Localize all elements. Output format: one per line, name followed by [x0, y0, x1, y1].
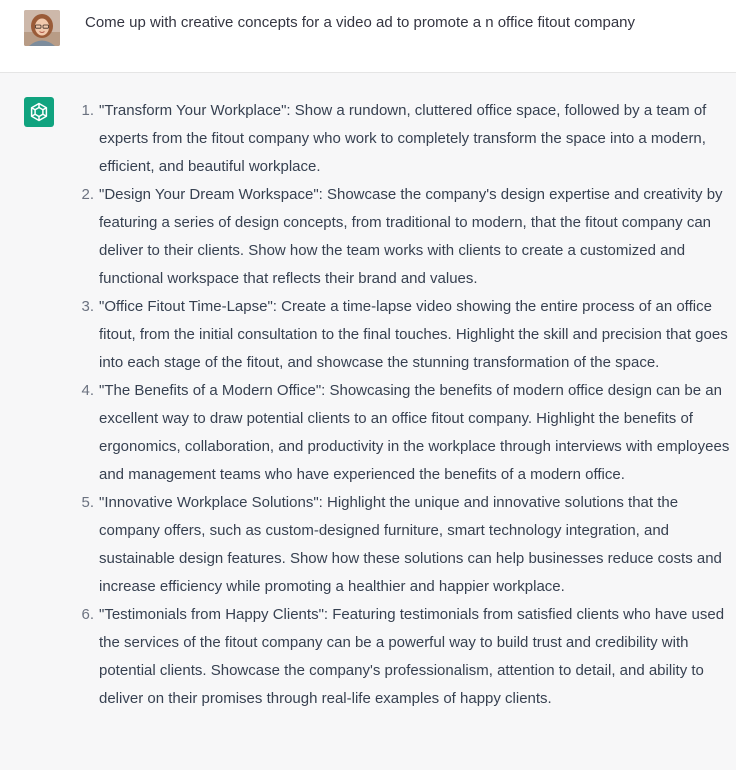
user-message-text: Come up with creative concepts for a video ad to promote a n office fitout company [85, 14, 636, 31]
list-item [81, 601, 731, 713]
list-item [81, 489, 731, 601]
list-item-text: "Transform Your Workplace": Show a rundown, cluttered office space, followed by a team of experts from the fitout company who work to completely transform the space into a modern, efficient, and beautiful workplace. [99, 102, 707, 175]
user-avatar [24, 10, 60, 46]
list-item-number: 5. [81, 494, 94, 511]
list-item-text: "Testimonials from Happy Clients": Featuring testimonials from satisfied clients who have used the services of the fitout company can be a powerful way to build trust and credibility with potential clients. Showcase the company's professionalism, attention to detail, and ability to deliver on their promises through real-life examples of happy clients. [99, 606, 725, 707]
list-item-number: 4. [81, 382, 94, 399]
list-item-text: "Office Fitout Time-Lapse": Create a time-lapse video showing the entire process of an office fitout, from the initial consultation to the final touches. Highlight the skill and precision that goes into each stage of the fitout, and showcase the stunning transformation of the space. [99, 298, 728, 371]
assistant-answer-list [81, 97, 731, 713]
list-item [81, 181, 731, 293]
list-item-text: "Innovative Workplace Solutions": Highlight the unique and innovative solutions that the company offers, such as custom-designed furniture, smart technology integration, and sustainable design features. Show how these solutions can help businesses reduce costs and increase efficiency while promoting a healthier and happier workplace. [99, 494, 722, 595]
list-item-text: "Design Your Dream Workspace": Showcase the company's design expertise and creativity by featuring a series of design concepts, from traditional to modern, that the fitout company can deliver to their clients. Show how the team works with clients to create a customized and functional workspace that reflects their brand and values. [99, 186, 723, 287]
list-item [81, 293, 731, 377]
user-avatar-icon [24, 10, 60, 46]
list-item-number: 1. [81, 102, 94, 119]
list-item-number: 3. [81, 298, 94, 315]
list-item-number: 2. [81, 186, 94, 203]
assistant-message-row [0, 73, 736, 770]
list-item-text: "The Benefits of a Modern Office": Showcasing the benefits of modern office design can be an excellent way to draw potential clients to an office fitout company. Highlight the benefits of ergonomics, collaboration, and productivity in the workplace through interviews with employees and management teams who have experienced the benefits of a modern office. [99, 382, 730, 483]
openai-logo-icon [28, 101, 50, 123]
list-item [81, 377, 731, 489]
assistant-avatar [24, 97, 54, 127]
list-item-number: 6. [81, 606, 94, 623]
user-message-row [0, 0, 736, 73]
list-item [81, 97, 731, 181]
